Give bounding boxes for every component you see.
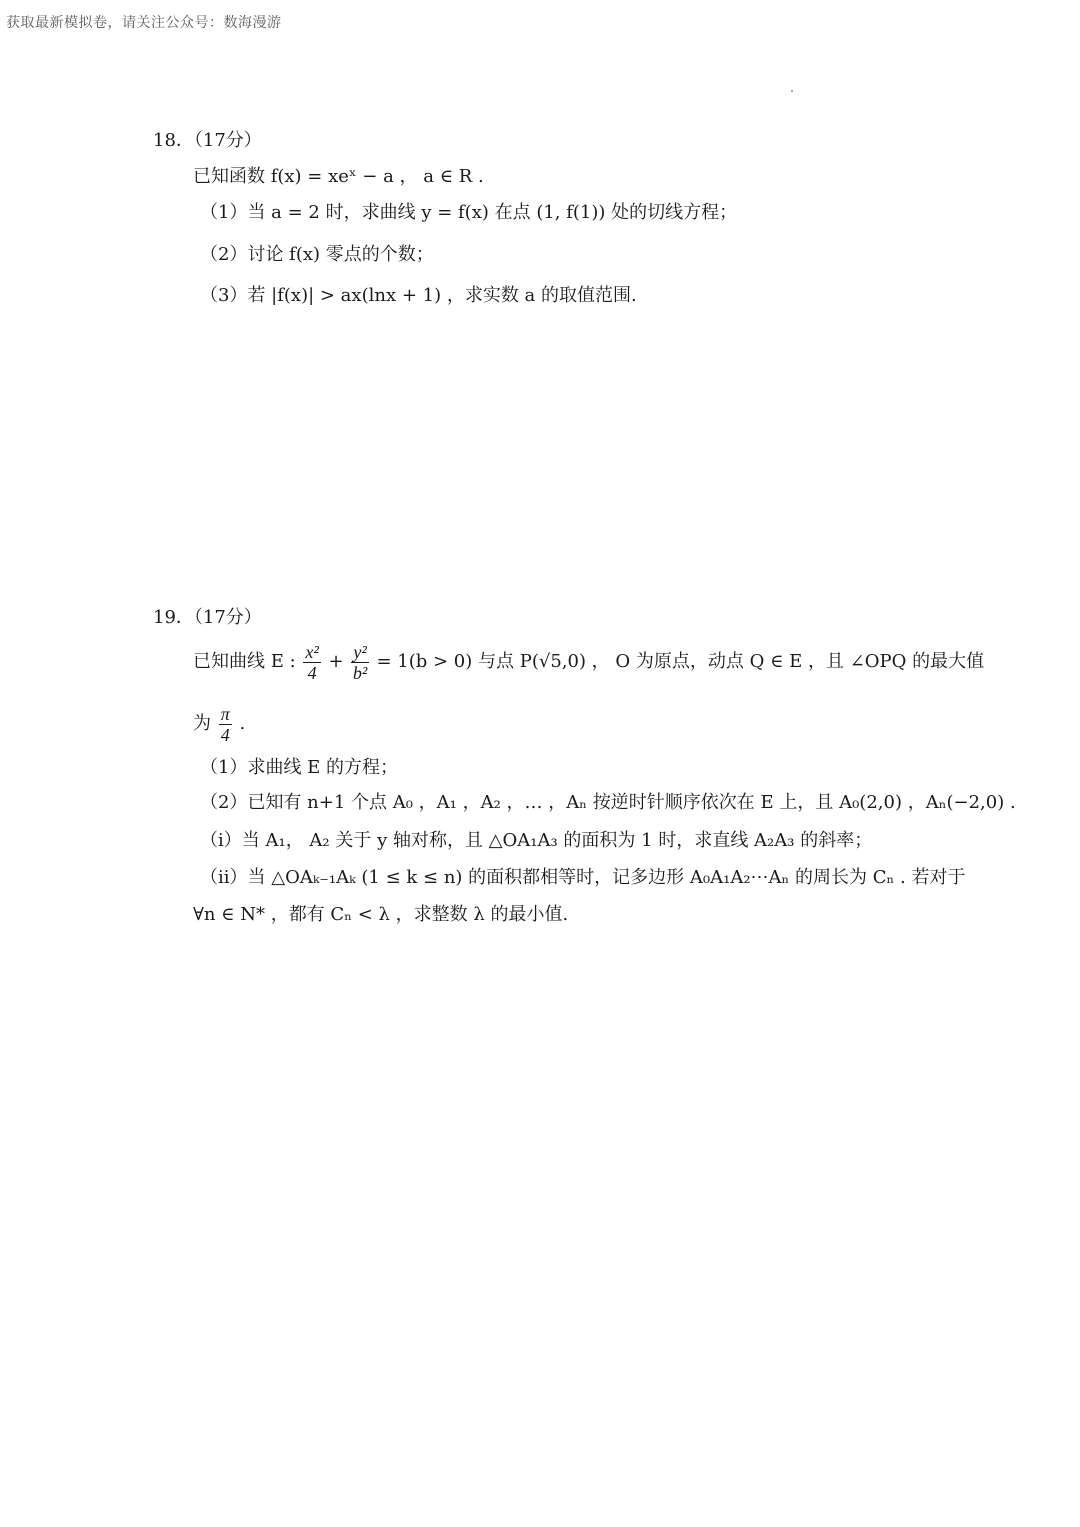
problem-19-part-2-i: （i）当 A₁， A₂ 关于 y 轴对称，且 △OA₁A₃ 的面积为 1 时，求直线 A₂A₃ 的斜率； — [200, 830, 873, 851]
problem-18-part-1: （1）当 a = 2 时，求曲线 y = f(x) 在点 (1, f(1)) 处的切线方程； — [200, 202, 738, 223]
problem-19-part-2-ii-cont: ∀n ∈ N* ，都有 Cₙ < λ ，求整数 λ 的最小值. — [193, 904, 569, 925]
problem-18-part-3: （3）若 |f(x)| > ax(lnx + 1) ，求实数 a 的取值范围. — [200, 285, 637, 306]
fraction-pi-over-4 — [219, 704, 232, 745]
statement-text-after: = 1(b > 0) 与点 P(√5,0) ， O 为原点，动点 Q ∈ E ，且 ∠OPQ 的最大值 — [376, 651, 985, 672]
statement-text-before: 已知曲线 E : — [193, 651, 296, 672]
fraction-y-over-b — [351, 642, 368, 683]
problem-19-part-2: （2）已知有 n+1 个点 A₀ ，A₁ ，A₂ ，… ，Aₙ 按逆时针顺序依次在 E 上，且 A₀(2,0) ，Aₙ(−2,0) . — [200, 792, 1016, 813]
problem-19-part-2-ii: （ii）当 △OAₖ₋₁Aₖ (1 ≤ k ≤ n) 的面积都相等时，记多边形 A₀A₁A₂⋯Aₙ 的周长为 Cₙ . 若对于 — [200, 867, 966, 888]
problem-19-statement — [193, 640, 984, 684]
watermark-text: 获取最新模拟卷，请关注公众号：数海漫游 — [6, 15, 282, 31]
problem-18-title: 18．（17分） — [153, 130, 262, 151]
fraction-x-over-4 — [303, 642, 320, 683]
statement-text-after: . — [239, 713, 246, 734]
fraction-denominator: b² — [352, 662, 368, 683]
fraction-numerator: y² — [353, 641, 367, 662]
plus-sign: + — [328, 651, 344, 672]
problem-19-part-1: （1）求曲线 E 的方程； — [200, 757, 399, 778]
fraction-numerator: π — [220, 703, 230, 724]
fraction-numerator: x² — [305, 641, 319, 662]
problem-18-statement: 已知函数 f(x) = xeˣ − a ， a ∈ R . — [193, 166, 484, 187]
fraction-denominator: 4 — [220, 724, 230, 745]
problem-19-title: 19．（17分） — [153, 607, 262, 628]
statement-text-before: 为 — [193, 713, 211, 734]
scan-dot — [791, 90, 793, 92]
problem-19-statement-cont — [193, 702, 245, 746]
problem-18-part-2: （2）讨论 f(x) 零点的个数； — [200, 244, 434, 265]
fraction-denominator: 4 — [307, 662, 317, 683]
